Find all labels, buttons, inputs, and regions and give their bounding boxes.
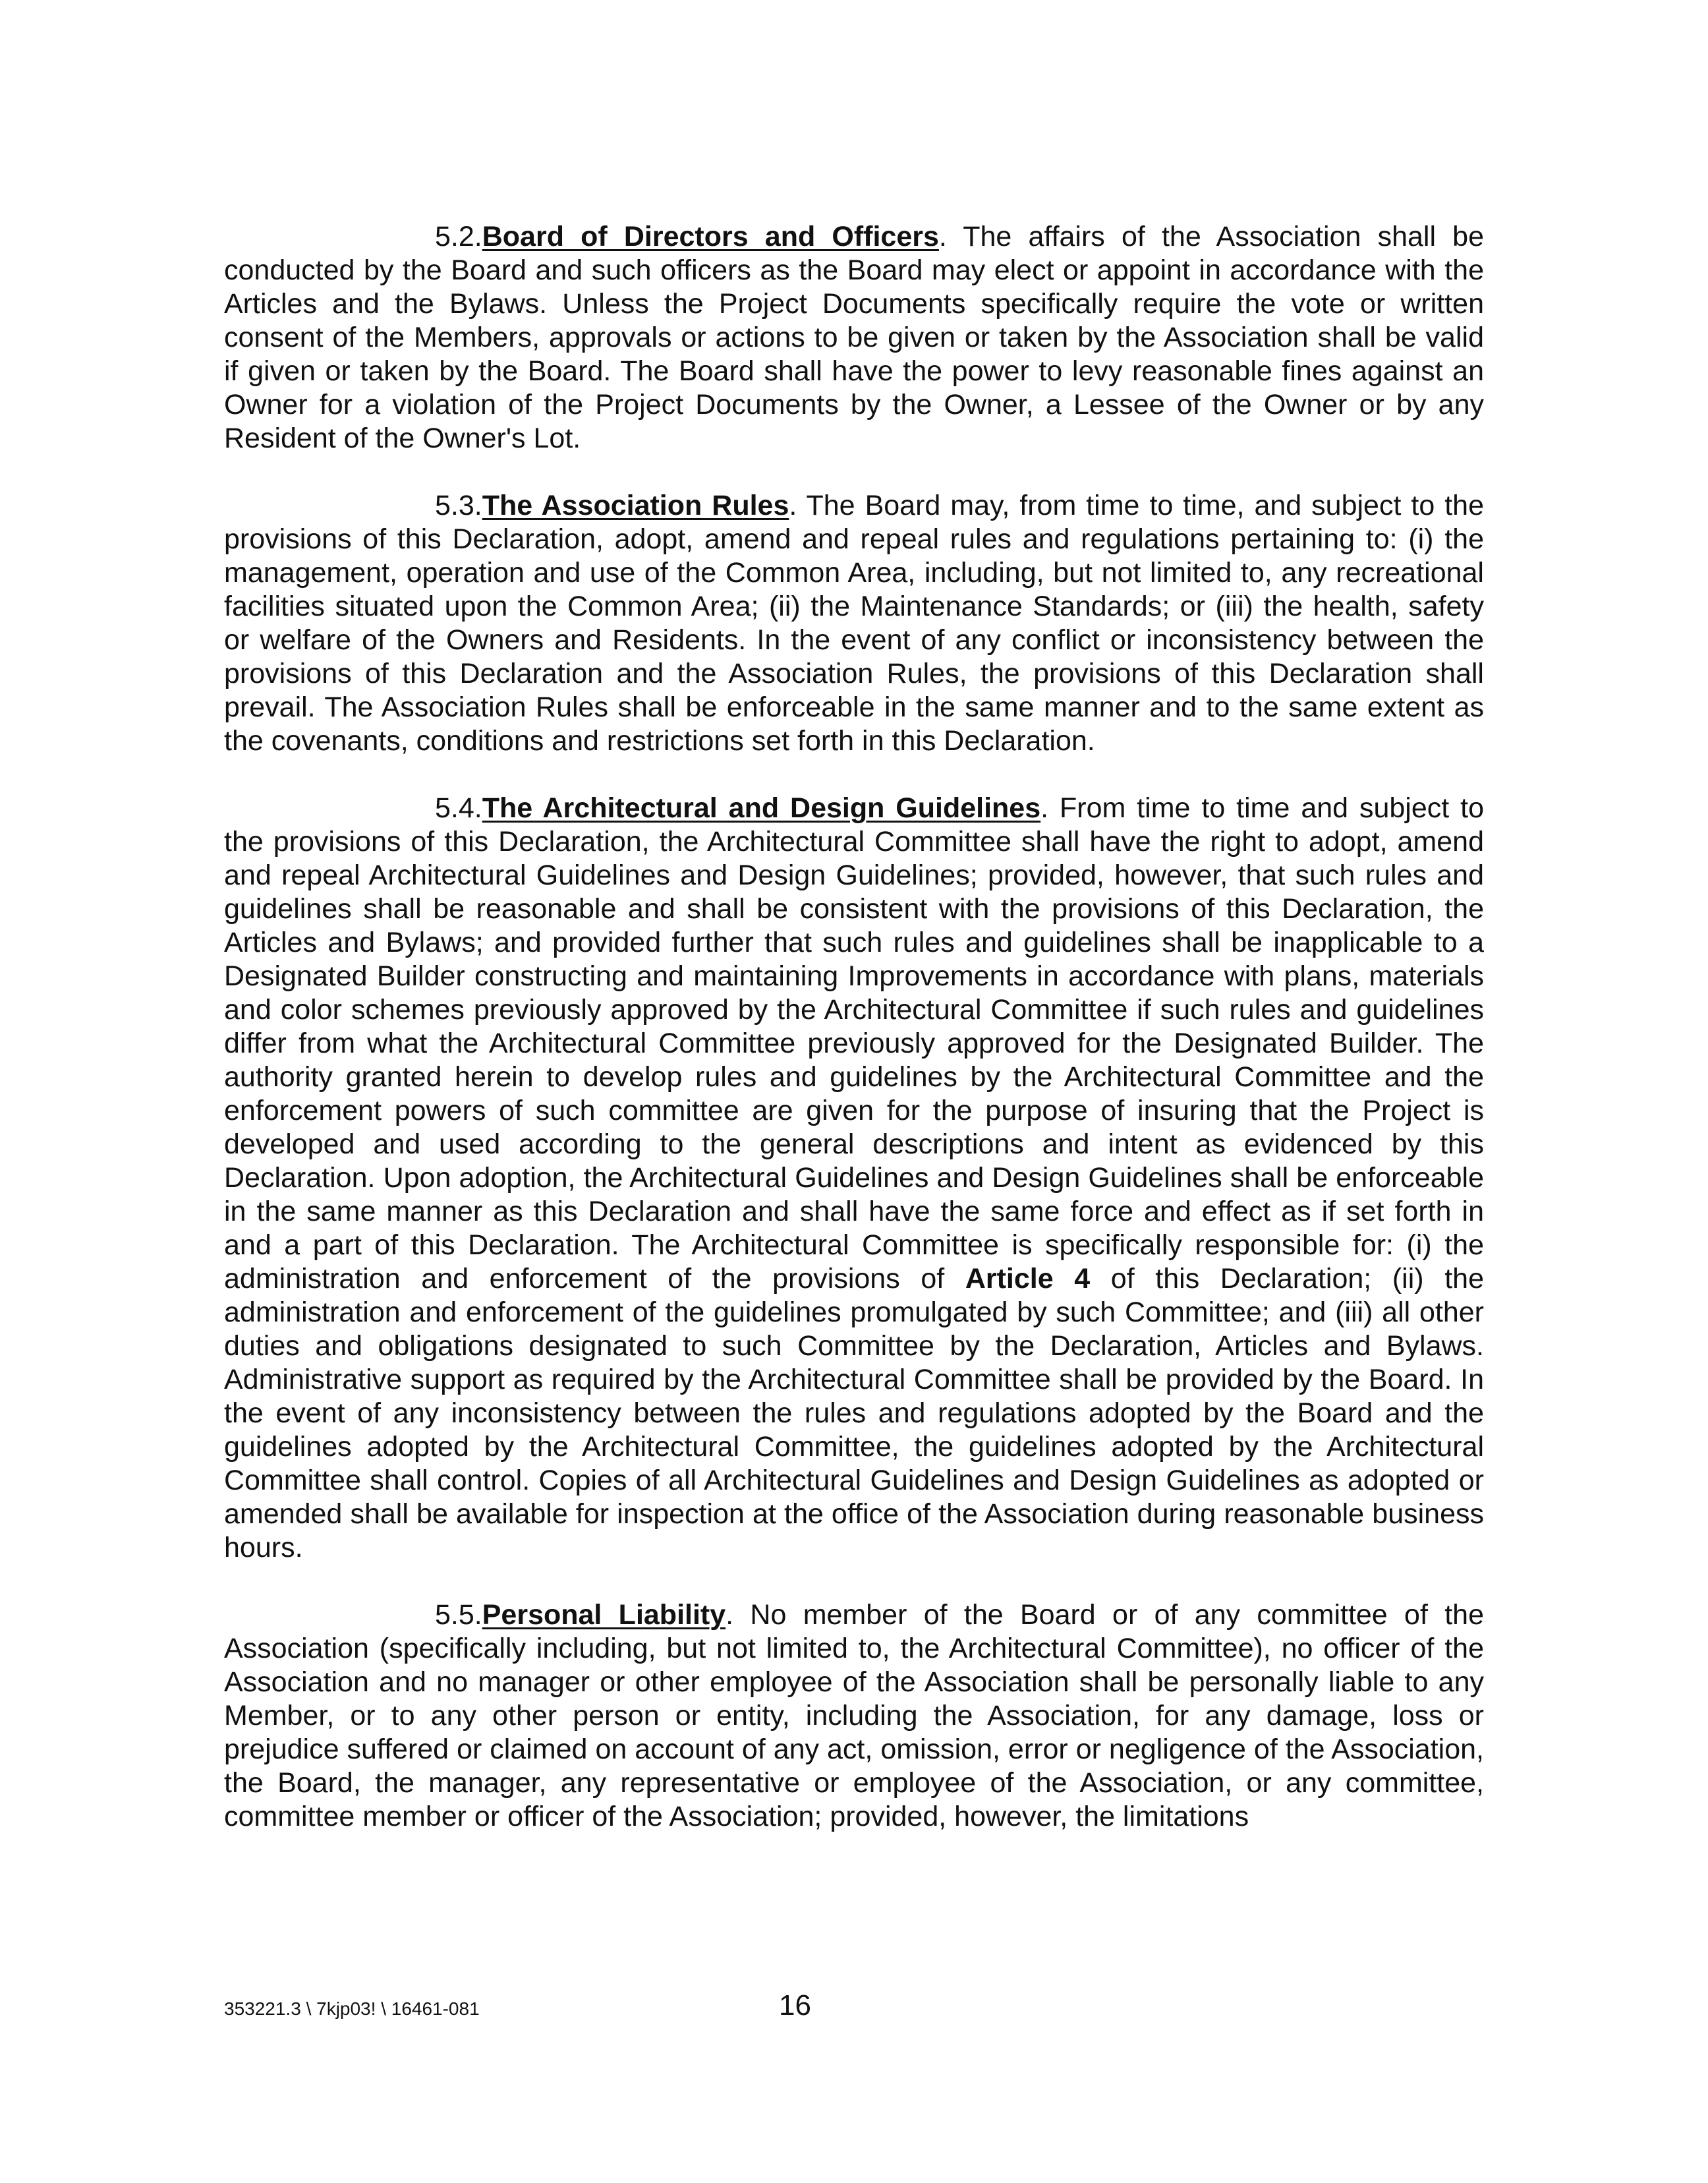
- section-text: . The Board may, from time to time, and subject to the provisions of this Declaration, adopt, amend and repeal rules and regulations pertaining to: (i) the management, operation and use of the Common Area, including, but not limited to, any recreational facilities situated upon the Common Area; (ii) the Maintenance Standards; or (iii) the health, safety or welfare of the Owners and Residents. In the event of any conflict or inconsistency between the provisions of this Declaration and the Association Rules, the provisions of this Declaration shall prevail. The Association Rules shall be enforceable in the same manner and to the same extent as the covenants, conditions and restrictions set forth in this Declaration.: [224, 490, 1484, 757]
- section-number: 5.2.: [435, 221, 482, 252]
- section-heading: Personal Liability: [482, 1599, 726, 1631]
- section-paragraph: [224, 489, 1484, 758]
- article-reference: Article 4: [965, 1263, 1091, 1295]
- section-paragraph: [224, 220, 1484, 455]
- section-heading: Board of Directors and Officers: [482, 221, 939, 252]
- section-text-continued: of this Declaration; (ii) the administration and enforcement of the guidelines promulgated by such Committee; and (iii) all other duties and obligations designated to such Committee by the Declaration, Articles and Bylaws. Administrative support as required by the Architectural Committee shall be provided by the Board. In the event of any inconsistency between the rules and regulations adopted by the Board and the guidelines adopted by the Architectural Committee, the guidelines adopted by the Architectural Committee shall control. Copies of all Architectural Guidelines and Design Guidelines as adopted or amended shall be available for inspection at the office of the Association during reasonable business hours.: [224, 1263, 1484, 1563]
- section-5-2: [224, 220, 1484, 455]
- footer-page-number: 16: [779, 1989, 811, 2022]
- section-5-3: [224, 489, 1484, 758]
- section-number: 5.5.: [435, 1599, 482, 1631]
- section-heading: The Association Rules: [482, 490, 789, 521]
- section-paragraph: [224, 792, 1484, 1565]
- section-number: 5.3.: [435, 490, 482, 521]
- section-text: . The affairs of the Association shall be conducted by the Board and such officers as the Board may elect or appoint in accordance with the Articles and the Bylaws. Unless the Project Documents specifically require the vote or written consent of the Members, approvals or actions to be given or taken by the Association shall be valid if given or taken by the Board. The Board shall have the power to levy reasonable fines against an Owner for a violation of the Project Documents by the Owner, a Lessee of the Owner or by any Resident of the Owner's Lot.: [224, 221, 1484, 454]
- section-text: . No member of the Board or of any committee of the Association (specifically including, but not limited to, the Architectural Committee), no officer of the Association and no manager or other employee of the Association shall be personally liable to any Member, or to any other person or entity, including the Association, for any damage, loss or prejudice suffered or claimed on account of any act, omission, error or negligence of the Association, the Board, the manager, any representative or employee of the Association, or any committee, committee member or officer of the Association; provided, however, the limitations: [224, 1599, 1484, 1832]
- footer-document-id: 353221.3 \ 7kjp03! \ 16461-081: [224, 1998, 480, 2019]
- section-5-5: [224, 1598, 1484, 1834]
- section-number: 5.4.: [435, 792, 482, 824]
- section-text: . From time to time and subject to the provisions of this Declaration, the Architectural Committee shall have the right to adopt, amend and repeal Architectural Guidelines and Design Guidelines; provided, however, that such rules and guidelines shall be reasonable and shall be consistent with the provisions of this Declaration, the Articles and Bylaws; and provided further that such rules and guidelines shall be inapplicable to a Designated Builder constructing and maintaining Improvements in accordance with plans, materials and color schemes previously approved by the Architectural Committee if such rules and guidelines differ from what the Architectural Committee previously approved for the Designated Builder. The authority granted herein to develop rules and guidelines by the Architectural Committee and the enforcement powers of such committee are given for the purpose of insuring that the Project is developed and used according to the general descriptions and intent as evidenced by this Declaration. Upon adoption, the Architectural Guidelines and Design Guidelines shall be enforceable in the same manner as this Declaration and shall have the same force and effect as if set forth in and a part of this Declaration. The Architectural Committee is specifically responsible for: (i) the administration and enforcement of the provisions of: [224, 792, 1484, 1295]
- document-body: [224, 220, 1484, 1867]
- section-5-4: [224, 792, 1484, 1565]
- section-paragraph: [224, 1598, 1484, 1834]
- section-heading: The Architectural and Design Guidelines: [482, 792, 1041, 824]
